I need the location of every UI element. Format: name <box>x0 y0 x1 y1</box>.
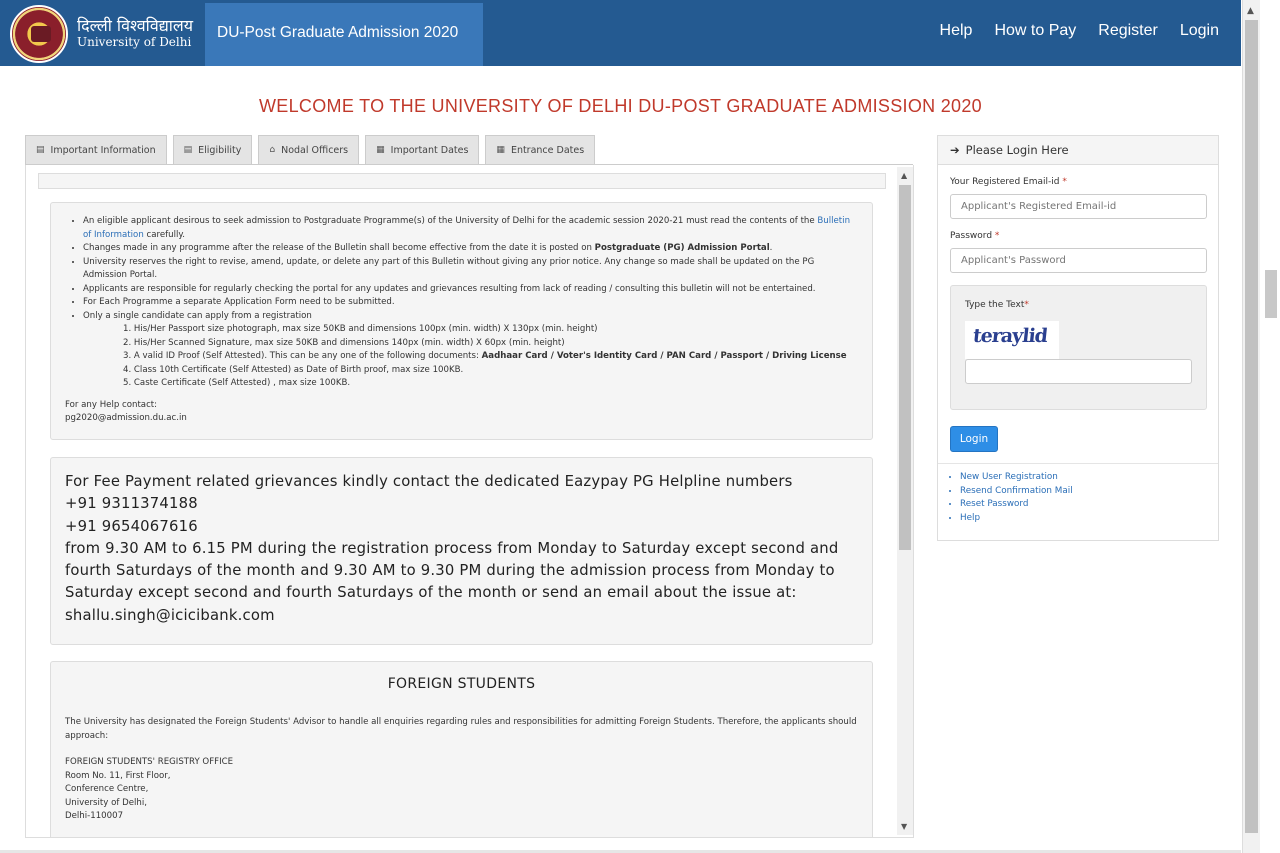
captcha-label: Type the Text* <box>965 300 1029 310</box>
outer-scroll-thumb[interactable] <box>1265 270 1277 318</box>
list-item: • University reserves the right to revise, amend, update, or delete any part of this Bulletin without giving any prior notice. Any change so made shall be updated on the PG Admission Portal. <box>83 256 858 283</box>
info-tabs <box>25 135 595 164</box>
window-scroll-thumb[interactable] <box>1245 20 1258 833</box>
divider <box>938 463 1218 464</box>
list-item: • An eligible applicant desirous to seek admission to Postgraduate Programme(s) of the University of Delhi for the academic session 2020-21 must read the contents of the Bulletin of Information carefully. <box>83 215 858 242</box>
tab-label: Important Dates <box>390 144 469 156</box>
building-icon: ⌂ <box>269 145 276 155</box>
university-logo[interactable] <box>10 5 68 63</box>
tab-important-information[interactable] <box>25 135 167 164</box>
foreign-students-text: The University has designated the Foreign Students' Advisor to handle all enquiries regarding rules and responsibilities for admitting Foreign Students. Therefore, the applicants should approach: <box>65 717 857 741</box>
foreign-students-box <box>50 661 873 838</box>
email-field[interactable] <box>950 194 1207 219</box>
login-heading: Please Login Here <box>965 143 1069 157</box>
address-line: FOREIGN STUDENTS' REGISTRY OFFICE <box>65 757 234 767</box>
outer-scrollbar[interactable] <box>1262 0 1280 853</box>
tab-label: Entrance Dates <box>510 144 585 156</box>
fee-grievance-box <box>50 457 873 645</box>
phone-number-1: +91 9311374188 <box>65 495 198 513</box>
top-navbar <box>0 0 1241 66</box>
login-button[interactable]: Login <box>950 426 998 452</box>
tab-important-dates[interactable] <box>365 135 479 164</box>
help-contact-label: For any Help contact: <box>65 399 158 410</box>
login-header <box>938 136 1218 165</box>
fee-email: shallu.singh@icicibank.com <box>65 606 275 624</box>
list-item: • Changes made in any programme after the release of the Bulletin shall become effective from the date it is posted on Postgraduate (PG) Admission Portal. <box>83 242 858 256</box>
fee-line: For Fee Payment related grievances kindly contact the dedicated Eazypay PG Helpline numbers <box>65 473 793 490</box>
window-scrollbar[interactable] <box>1242 0 1260 853</box>
captcha-box <box>950 285 1207 410</box>
foreign-students-title: FOREIGN STUDENTS <box>387 676 536 692</box>
address-line: University of Delhi, <box>65 797 147 808</box>
sign-in-icon: ➔ <box>950 143 960 157</box>
info-panel[interactable] <box>25 165 914 838</box>
tab-label: Nodal Officers <box>281 144 349 156</box>
new-user-registration-link[interactable]: • New User Registration <box>960 471 1073 485</box>
important-info-box <box>50 202 873 440</box>
list-item: 4. Class 10th Certificate (Self Attested) as Date of Birth proof, max size 100KB. <box>123 364 464 375</box>
fee-timings: from 9.30 AM to 6.15 PM during the registration process from Monday to Saturday except second and fourth Saturdays of the month and 9.30 AM to 9.30 PM during the admission process from Monday to Saturday except second and fourth Saturdays of the month or send an email about the issue at: <box>65 539 839 602</box>
tab-entrance-dates[interactable] <box>485 135 595 164</box>
scroll-up-arrow-icon[interactable]: ▲ <box>901 171 908 180</box>
tab-label: Important Information <box>50 144 156 156</box>
brand-english: University of Delhi <box>77 35 192 49</box>
tab-eligibility[interactable] <box>173 135 253 164</box>
tab-label: Eligibility <box>198 144 242 156</box>
panel-scrollbar[interactable] <box>897 167 913 835</box>
portal-title-tab[interactable] <box>205 3 483 66</box>
login-links <box>960 471 1073 525</box>
foreign-office-address <box>65 756 858 824</box>
info-list <box>83 215 858 391</box>
nav-login[interactable]: Login <box>1179 22 1219 39</box>
address-line: Room No. 11, First Floor, <box>65 770 171 781</box>
email-label: Your Registered Email-id * <box>950 177 1067 187</box>
nav-how-to-pay[interactable]: How to Pay <box>994 22 1077 39</box>
list-item: • Only a single candidate can apply from a registration 1. His/Her Passport size photograph, max size 50KB and dimensions 100px (min. width) X 130px (min. height) 2. His/Her Scanned Signature, max size 50KB and dimensions 140px (min. width) X 60px (min. height) 3. A valid ID Proof (Self Attested). This can be any one of the following documents: Aadhaar Card / Voter's Identity Card / PAN Card / Passport / Driving License 4. Class 10th Certificate (Self Attested) as Date of Birth proof, max size 100KB. 5. Caste Certificate (Self Attested) , max size 100KB. <box>83 310 858 391</box>
nav-register[interactable]: Register <box>1098 22 1158 39</box>
scroll-up-arrow-icon[interactable]: ▲ <box>1247 6 1254 16</box>
calendar-icon: ▦ <box>376 145 385 155</box>
portal-title[interactable]: DU-Post Graduate Admission 2020 <box>217 24 459 41</box>
welcome-heading: WELCOME TO THE UNIVERSITY OF DELHI DU-POST GRADUATE ADMISSION 2020 <box>259 96 982 116</box>
panel-scroll-thumb[interactable] <box>899 185 911 550</box>
list-item: 1. His/Her Passport size photograph, max size 50KB and dimensions 100px (min. width) X 130px (min. height) <box>123 324 598 334</box>
document-list <box>123 323 858 391</box>
list-item: • For Each Programme a separate Application Form need to be submitted. <box>83 296 858 310</box>
phone-number-2: +91 9654067616 <box>65 517 198 535</box>
help-link[interactable]: • Help <box>960 512 1073 526</box>
resend-confirmation-link[interactable]: • Resend Confirmation Mail <box>960 485 1073 499</box>
password-label: Password * <box>950 231 1000 241</box>
login-panel <box>937 135 1219 541</box>
book-icon: ▤ <box>183 145 193 155</box>
book-icon: ▤ <box>36 145 45 155</box>
panel-header-bar <box>38 173 886 189</box>
calendar-icon: ▦ <box>496 145 505 155</box>
tab-nodal-officers[interactable] <box>258 135 359 164</box>
address-line: Delhi-110007 <box>65 811 124 821</box>
nav-help[interactable]: Help <box>939 22 973 39</box>
bulletin-link[interactable]: Bulletin of Information <box>83 216 851 240</box>
password-field[interactable] <box>950 248 1207 273</box>
list-item: 3. A valid ID Proof (Self Attested). This can be any one of the following documents: Aadhaar Card / Voter's Identity Card / PAN Card / Passport / Driving License <box>123 351 847 361</box>
list-item: 2. His/Her Scanned Signature, max size 50KB and dimensions 140px (min. width) X 60px (min. height) <box>123 337 565 348</box>
reset-password-link[interactable]: • Reset Password <box>960 498 1073 512</box>
captcha-image: teraylid <box>965 321 1059 359</box>
list-item: 5. Caste Certificate (Self Attested) , max size 100KB. <box>123 378 351 388</box>
brand-hindi: दिल्ली विश्वविद्यालय <box>77 16 194 35</box>
help-email: pg2020@admission.du.ac.in <box>65 413 187 423</box>
scroll-down-arrow-icon[interactable]: ▼ <box>901 822 908 831</box>
nav-links <box>940 22 1219 40</box>
address-line: Conference Centre, <box>65 784 149 794</box>
captcha-input[interactable] <box>965 359 1192 384</box>
help-contact <box>65 399 858 426</box>
list-item: • Applicants are responsible for regularly checking the portal for any updates and grievances resulting from lack of reading / consulting this bulletin will not be entertained. <box>83 283 858 297</box>
